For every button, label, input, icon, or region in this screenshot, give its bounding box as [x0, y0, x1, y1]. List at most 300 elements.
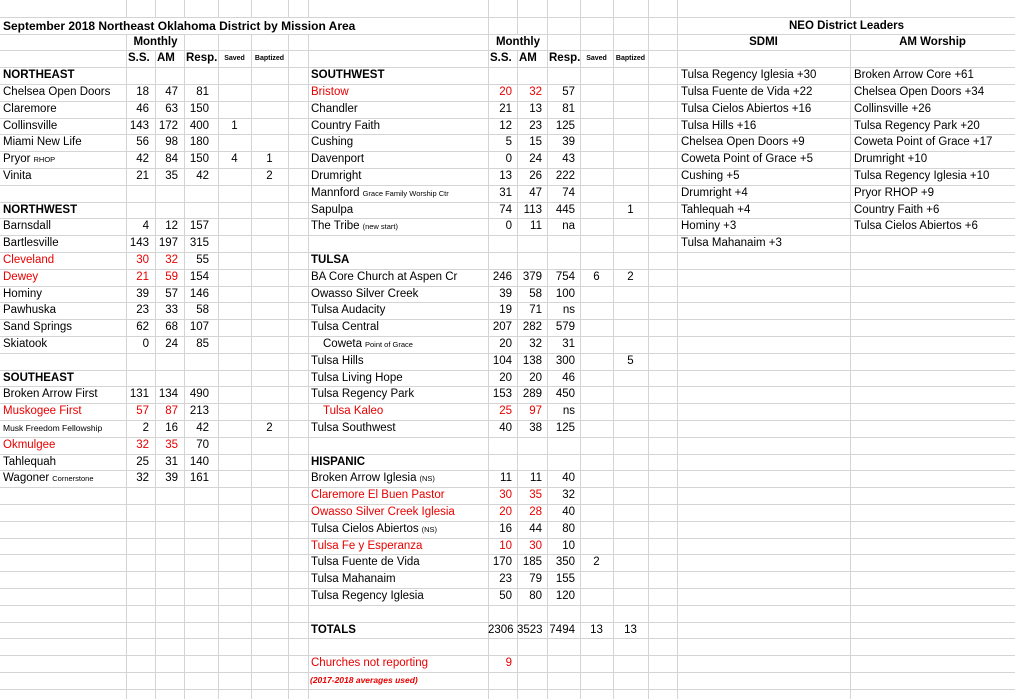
am-worship-leader-entry[interactable]: Tulsa Regency Park +20	[854, 120, 980, 132]
am-worship-leader-entry[interactable]: Country Faith +6	[854, 204, 940, 216]
ss-value[interactable]: 246	[492, 271, 512, 283]
totals-saved-value[interactable]: 13	[590, 624, 603, 636]
am-worship-leader-entry[interactable]: Drumright +10	[854, 153, 928, 165]
resp-value[interactable]: 315	[189, 237, 209, 249]
resp-value[interactable]: 125	[555, 120, 575, 132]
am-value[interactable]: 35	[165, 439, 178, 451]
church-name: Miami New Life	[3, 136, 82, 148]
am-worship-leader-entry[interactable]: Broken Arrow Core +61	[854, 69, 974, 81]
ss-value[interactable]: 143	[129, 237, 149, 249]
ss-value[interactable]: 20	[499, 506, 512, 518]
am-value[interactable]: 26	[529, 170, 542, 182]
am-value[interactable]: 197	[158, 237, 178, 249]
church-name-cell[interactable]	[308, 538, 488, 554]
resp-value[interactable]: 55	[196, 254, 209, 266]
ss-value[interactable]: 56	[136, 136, 149, 148]
column-header-resp[interactable]: Resp.	[186, 52, 218, 64]
church-name-cell[interactable]	[308, 202, 488, 218]
resp-value[interactable]: 42	[196, 170, 209, 182]
column-header-am[interactable]: AM	[157, 52, 175, 64]
church-name-annex: RHOP	[33, 155, 56, 164]
am-value[interactable]: 24	[529, 153, 542, 165]
ss-value[interactable]: 19	[499, 304, 512, 316]
resp-value[interactable]: ns	[562, 405, 575, 417]
resp-value[interactable]: 57	[562, 86, 575, 98]
church-name-cell[interactable]	[0, 437, 126, 454]
am-value[interactable]: 35	[529, 489, 542, 501]
church-name: Dewey	[3, 271, 39, 283]
ss-value[interactable]: 25	[499, 405, 512, 417]
church-name: Musk Freedom Fellowship	[3, 423, 103, 433]
am-value[interactable]: 28	[529, 506, 542, 518]
church-name-annex: Point of Grace	[365, 340, 413, 349]
gridline	[580, 0, 581, 699]
church-name-cell[interactable]	[0, 151, 126, 168]
am-value[interactable]: 23	[529, 120, 542, 132]
church-name-cell[interactable]	[0, 403, 126, 420]
am-value[interactable]: 63	[165, 103, 178, 115]
sdmi-leader-entry[interactable]: Tulsa Fuente de Vida +22	[681, 86, 813, 98]
church-name: Claremore El Buen Pastor	[311, 489, 445, 501]
church-name-cell[interactable]	[0, 218, 126, 235]
sdmi-leader-entry[interactable]: Hominy +3	[681, 220, 737, 232]
church-name-cell[interactable]	[0, 386, 126, 403]
church-name-cell[interactable]	[0, 84, 126, 101]
church-name-cell[interactable]	[0, 252, 126, 269]
am-worship-leader-entry[interactable]: Tulsa Regency Iglesia +10	[854, 170, 990, 182]
am-value[interactable]: 289	[522, 388, 542, 400]
ss-value[interactable]: 23	[499, 573, 512, 585]
sdmi-leader-entry[interactable]: Coweta Point of Grace +5	[681, 153, 814, 165]
resp-value[interactable]: 31	[562, 338, 575, 350]
church-name: Chandler	[311, 103, 358, 115]
resp-value[interactable]: 81	[562, 103, 575, 115]
church-name-cell[interactable]	[0, 336, 126, 353]
church-name-cell[interactable]	[0, 118, 126, 134]
church-name-cell[interactable]	[0, 286, 126, 302]
ss-value[interactable]: 50	[499, 590, 512, 602]
am-value[interactable]: 32	[529, 86, 542, 98]
sdmi-leader-entry[interactable]: Tulsa Hills +16	[681, 120, 757, 132]
ss-value[interactable]: 39	[499, 288, 512, 300]
am-value[interactable]: 11	[530, 472, 542, 484]
ss-value[interactable]: 207	[492, 321, 512, 333]
church-name: Tulsa Audacity	[311, 304, 386, 316]
section-header[interactable]: SOUTHEAST	[3, 372, 74, 384]
church-name: Tulsa Living Hope	[311, 372, 403, 384]
church-name: Tulsa Fuente de Vida	[311, 556, 420, 568]
ss-value[interactable]: 42	[136, 153, 149, 165]
church-name: Hominy	[3, 288, 42, 300]
ss-value[interactable]: 18	[136, 86, 149, 98]
gridline	[0, 605, 1015, 606]
ss-value[interactable]: 11	[500, 472, 512, 484]
resp-value[interactable]: 39	[562, 136, 575, 148]
am-value[interactable]: 80	[529, 590, 542, 602]
ss-value[interactable]: 143	[129, 120, 149, 132]
church-name: Collinsville	[3, 120, 58, 132]
church-name: Tulsa Cielos Abiertos	[311, 523, 419, 535]
ss-value[interactable]: 25	[136, 456, 149, 468]
sdmi-leader-entry[interactable]: Tulsa Regency Iglesia +30	[681, 69, 817, 81]
column-header-ss[interactable]: S.S.	[490, 52, 512, 64]
section-header[interactable]: SOUTHWEST	[311, 69, 385, 81]
am-worship-header[interactable]: AM Worship	[899, 36, 966, 48]
resp-value[interactable]: 157	[189, 220, 209, 232]
resp-value[interactable]: 42	[196, 422, 209, 434]
am-value[interactable]: 24	[165, 338, 178, 350]
church-name: Tulsa Southwest	[311, 422, 396, 434]
church-name-cell[interactable]	[308, 218, 488, 235]
totals-baptized-value[interactable]: 13	[624, 624, 637, 636]
resp-value[interactable]: 300	[555, 355, 575, 367]
resp-value[interactable]: 43	[562, 153, 575, 165]
am-value[interactable]: 32	[165, 254, 178, 266]
resp-value[interactable]: 754	[555, 271, 575, 283]
church-name-annex: (new start)	[362, 222, 399, 231]
church-name: Wagoner	[3, 472, 50, 484]
baptized-value[interactable]: 1	[266, 153, 273, 165]
resp-value[interactable]: 74	[562, 187, 575, 199]
resp-value[interactable]: 107	[189, 321, 209, 333]
church-name-annex: (NS)	[419, 474, 435, 483]
am-value[interactable]: 379	[522, 271, 542, 283]
church-name: Tahlequah	[3, 456, 57, 468]
ss-value[interactable]: 104	[492, 355, 512, 367]
ss-value[interactable]: 170	[492, 556, 512, 568]
am-worship-leader-entry[interactable]: Collinsville +26	[854, 103, 932, 115]
resp-value[interactable]: 579	[555, 321, 575, 333]
church-name: The Tribe	[311, 220, 360, 232]
resp-value[interactable]: 120	[555, 590, 575, 602]
church-name-cell[interactable]	[308, 118, 488, 134]
church-name-cell[interactable]	[308, 168, 488, 185]
church-name-cell[interactable]	[308, 386, 488, 403]
ss-value[interactable]: 12	[499, 120, 512, 132]
sdmi-leader-entry[interactable]: Tahlequah +4	[681, 204, 751, 216]
church-name-cell[interactable]	[308, 286, 488, 302]
am-value[interactable]: 44	[529, 523, 542, 535]
church-name: Claremore	[3, 103, 57, 115]
resp-value[interactable]: 81	[196, 86, 209, 98]
monthly-label[interactable]: Monthly	[489, 35, 547, 50]
am-value[interactable]: 79	[529, 573, 542, 585]
church-name-cell[interactable]	[0, 168, 126, 185]
gridline	[251, 0, 252, 699]
baptized-value[interactable]: 5	[627, 355, 634, 367]
ss-value[interactable]: 131	[129, 388, 149, 400]
saved-value[interactable]: 2	[593, 556, 600, 568]
baptized-value[interactable]: 2	[627, 271, 634, 283]
ss-value[interactable]: 30	[136, 254, 149, 266]
section-header[interactable]: HISPANIC	[311, 456, 366, 468]
am-value[interactable]: 98	[165, 136, 178, 148]
am-value[interactable]: 134	[158, 388, 178, 400]
sdmi-leader-entry[interactable]: Cushing +5	[681, 170, 740, 182]
am-value[interactable]: 138	[522, 355, 542, 367]
church-name: Mannford	[311, 187, 360, 199]
column-header-ss[interactable]: S.S.	[128, 52, 150, 64]
saved-value[interactable]: 6	[593, 271, 600, 283]
resp-value[interactable]: 490	[189, 388, 209, 400]
am-value[interactable]: 13	[529, 103, 542, 115]
church-name-cell[interactable]	[0, 454, 126, 470]
column-header-am[interactable]: AM	[519, 52, 537, 64]
resp-value[interactable]: 32	[562, 489, 575, 501]
sdmi-header[interactable]: SDMI	[749, 36, 778, 48]
am-value[interactable]: 38	[529, 422, 542, 434]
am-value[interactable]: 68	[165, 321, 178, 333]
ss-value[interactable]: 32	[136, 472, 149, 484]
church-name-cell[interactable]	[308, 571, 488, 588]
church-name: Cleveland	[3, 254, 55, 266]
resp-value[interactable]: na	[562, 220, 575, 232]
am-value[interactable]: 58	[529, 288, 542, 300]
ss-value[interactable]: 31	[499, 187, 512, 199]
ss-value[interactable]: 20	[499, 86, 512, 98]
church-name-cell[interactable]	[0, 235, 126, 252]
sdmi-leader-entry[interactable]: Tulsa Mahanaim +3	[681, 237, 782, 249]
column-header-baptized[interactable]: Baptized	[254, 55, 285, 62]
am-worship-leader-entry[interactable]: Tulsa Cielos Abiertos +6	[854, 220, 978, 232]
am-value[interactable]: 282	[522, 321, 542, 333]
am-value[interactable]: 47	[529, 187, 542, 199]
resp-value[interactable]: 100	[555, 288, 575, 300]
ss-value[interactable]: 46	[136, 103, 149, 115]
resp-value[interactable]: 146	[189, 288, 209, 300]
ss-value[interactable]: 57	[136, 405, 149, 417]
ss-value[interactable]: 40	[499, 422, 512, 434]
resp-value[interactable]: 400	[189, 120, 209, 132]
resp-value[interactable]: 46	[562, 372, 575, 384]
ss-value[interactable]: 2	[142, 422, 149, 434]
am-worship-leader-entry[interactable]: Pryor RHOP +9	[854, 187, 934, 199]
not-reporting-count[interactable]: 9	[505, 657, 512, 669]
church-name: Chelsea Open Doors	[3, 86, 111, 98]
am-worship-leader-entry[interactable]: Coweta Point of Grace +17	[854, 136, 993, 148]
ss-value[interactable]: 0	[505, 220, 512, 232]
ss-value[interactable]: 21	[136, 170, 149, 182]
church-name: Bartlesville	[3, 237, 59, 249]
ss-value[interactable]: 74	[499, 204, 512, 216]
ss-value[interactable]: 23	[136, 304, 149, 316]
am-value[interactable]: 12	[165, 220, 178, 232]
ss-value[interactable]: 21	[499, 103, 512, 115]
baptized-value[interactable]: 1	[627, 204, 634, 216]
ss-value[interactable]: 10	[499, 540, 512, 552]
footnote[interactable]: (2017-2018 averages used)	[310, 675, 418, 685]
am-value[interactable]: 185	[522, 556, 542, 568]
saved-value[interactable]: 1	[231, 120, 238, 132]
church-name-cell[interactable]	[308, 336, 488, 353]
am-value[interactable]: 35	[165, 170, 178, 182]
totals-label[interactable]: TOTALS	[311, 624, 356, 636]
ss-value[interactable]: 0	[142, 338, 149, 350]
church-name-cell[interactable]	[308, 84, 488, 101]
am-value[interactable]: 113	[523, 204, 542, 216]
monthly-label[interactable]: Monthly	[127, 35, 184, 50]
church-name: Vinita	[3, 170, 32, 182]
column-header-saved[interactable]: Saved	[586, 55, 607, 62]
church-name-annex: Grace Family Worship Ctr	[362, 189, 449, 198]
am-value[interactable]: 20	[529, 372, 542, 384]
am-value[interactable]: 33	[165, 304, 178, 316]
church-name-cell[interactable]	[0, 302, 126, 319]
resp-value[interactable]: 161	[189, 472, 209, 484]
church-name-cell[interactable]	[0, 319, 126, 336]
totals-resp-value[interactable]: 7494	[549, 624, 575, 636]
church-name: Tulsa Regency Park	[311, 388, 415, 400]
resp-value[interactable]: 450	[555, 388, 575, 400]
ss-value[interactable]: 62	[136, 321, 149, 333]
ss-value[interactable]: 153	[492, 388, 512, 400]
church-name: Country Faith	[311, 120, 381, 132]
column-header-resp[interactable]: Resp.	[549, 52, 581, 64]
church-name-cell[interactable]	[308, 319, 488, 336]
gridline	[288, 0, 289, 699]
am-value[interactable]: 87	[165, 405, 178, 417]
ss-value[interactable]: 0	[505, 153, 512, 165]
church-name-cell[interactable]	[0, 269, 126, 286]
saved-value[interactable]: 4	[231, 153, 238, 165]
church-name: Owasso Silver Creek Iglesia	[311, 506, 455, 518]
gridline	[613, 0, 614, 699]
gridline	[0, 689, 1015, 690]
resp-value[interactable]: 150	[189, 153, 209, 165]
resp-value[interactable]: ns	[562, 304, 575, 316]
ss-value[interactable]: 5	[505, 136, 512, 148]
am-value[interactable]: 15	[529, 136, 542, 148]
resp-value[interactable]: 58	[196, 304, 209, 316]
gridline	[0, 672, 1015, 673]
resp-value[interactable]: 80	[562, 523, 575, 535]
am-value[interactable]: 59	[165, 271, 178, 283]
am-value[interactable]: 84	[165, 153, 178, 165]
section-header[interactable]: NORTHWEST	[3, 204, 78, 216]
church-name: Bristow	[311, 86, 349, 98]
am-value[interactable]: 30	[529, 540, 542, 552]
sdmi-leader-entry[interactable]: Chelsea Open Doors +9	[681, 136, 805, 148]
column-header-baptized[interactable]: Baptized	[615, 55, 646, 62]
ss-value[interactable]: 4	[142, 220, 149, 232]
resp-value[interactable]: 85	[196, 338, 209, 350]
resp-value[interactable]: 350	[555, 556, 575, 568]
totals-am-value[interactable]: 3523	[517, 624, 543, 636]
am-value[interactable]: 97	[529, 405, 542, 417]
ss-value[interactable]: 16	[499, 523, 512, 535]
sheet-title[interactable]: September 2018 Northeast Oklahoma District by Mission Area	[1, 18, 488, 34]
section-header[interactable]: TULSA	[311, 254, 350, 266]
church-name-cell[interactable]	[308, 554, 488, 571]
resp-value[interactable]: 70	[196, 439, 209, 451]
leaders-title[interactable]: NEO District Leaders	[678, 18, 1015, 34]
church-name: Owasso Silver Creek	[311, 288, 419, 300]
church-name-cell[interactable]	[308, 302, 488, 319]
church-name-cell[interactable]	[0, 134, 126, 151]
am-value[interactable]: 47	[165, 86, 178, 98]
church-name-cell[interactable]	[308, 134, 488, 151]
church-name-cell[interactable]	[308, 588, 488, 605]
am-value[interactable]: 16	[165, 422, 178, 434]
church-name-cell[interactable]	[308, 521, 488, 538]
ss-value[interactable]: 20	[499, 338, 512, 350]
resp-value[interactable]: 445	[555, 204, 575, 216]
church-name-annex: (NS)	[421, 525, 438, 534]
ss-value[interactable]: 30	[499, 489, 512, 501]
am-value[interactable]: 11	[530, 220, 542, 232]
church-name: Coweta	[323, 338, 362, 350]
am-value[interactable]: 39	[165, 472, 178, 484]
church-name: Cushing	[311, 136, 354, 148]
resp-value[interactable]: 154	[189, 271, 209, 283]
am-value[interactable]: 57	[165, 288, 178, 300]
resp-value[interactable]: 213	[189, 405, 209, 417]
church-name-cell[interactable]	[308, 185, 488, 202]
church-name-cell[interactable]	[308, 487, 488, 504]
am-value[interactable]: 31	[165, 456, 178, 468]
am-value[interactable]: 71	[529, 304, 542, 316]
sdmi-leader-entry[interactable]: Tulsa Cielos Abiertos +16	[681, 103, 812, 115]
church-name-cell[interactable]	[0, 101, 126, 118]
column-header-saved[interactable]: Saved	[224, 55, 245, 62]
church-name: Pryor	[3, 153, 31, 165]
am-worship-leader-entry[interactable]: Chelsea Open Doors +34	[854, 86, 985, 98]
church-name-cell[interactable]	[308, 269, 488, 286]
ss-value[interactable]: 21	[136, 271, 149, 283]
gridline	[218, 0, 219, 699]
resp-value[interactable]: 125	[555, 422, 575, 434]
resp-value[interactable]: 40	[562, 472, 575, 484]
church-name: Tulsa Central	[311, 321, 379, 333]
resp-value[interactable]: 155	[555, 573, 575, 585]
resp-value[interactable]: 222	[555, 170, 575, 182]
church-name: Davenport	[311, 153, 365, 165]
ss-value[interactable]: 20	[499, 372, 512, 384]
resp-value[interactable]: 150	[189, 103, 209, 115]
church-name-cell[interactable]	[308, 151, 488, 168]
am-value[interactable]: 32	[529, 338, 542, 350]
sdmi-leader-entry[interactable]: Drumright +4	[681, 187, 748, 199]
church-name-cell[interactable]	[308, 353, 488, 370]
am-value[interactable]: 172	[158, 120, 178, 132]
church-name-cell[interactable]	[308, 420, 488, 437]
church-name: Skiatook	[3, 338, 48, 350]
church-name: Tulsa Kaleo	[323, 405, 384, 417]
church-name-cell[interactable]	[308, 470, 488, 487]
section-header[interactable]: NORTHEAST	[3, 69, 75, 81]
baptized-value[interactable]: 2	[266, 422, 273, 434]
ss-value[interactable]: 32	[136, 439, 149, 451]
resp-value[interactable]: 10	[562, 540, 575, 552]
resp-value[interactable]: 40	[562, 506, 575, 518]
church-name: Broken Arrow Iglesia	[311, 472, 417, 484]
church-name-cell[interactable]	[0, 420, 126, 437]
totals-ss-value[interactable]: 2306	[488, 624, 514, 636]
ss-value[interactable]: 13	[499, 170, 512, 182]
church-name-cell[interactable]	[308, 101, 488, 118]
gridline	[648, 0, 649, 699]
baptized-value[interactable]: 2	[266, 170, 273, 182]
resp-value[interactable]: 180	[189, 136, 209, 148]
church-name-cell[interactable]	[308, 504, 488, 521]
church-name-cell[interactable]	[308, 370, 488, 386]
ss-value[interactable]: 39	[136, 288, 149, 300]
church-name-cell[interactable]	[0, 470, 126, 487]
resp-value[interactable]: 140	[189, 456, 209, 468]
not-reporting-label[interactable]: Churches not reporting	[311, 657, 428, 669]
church-name-cell[interactable]	[308, 403, 488, 420]
church-name: Drumright	[311, 170, 362, 182]
